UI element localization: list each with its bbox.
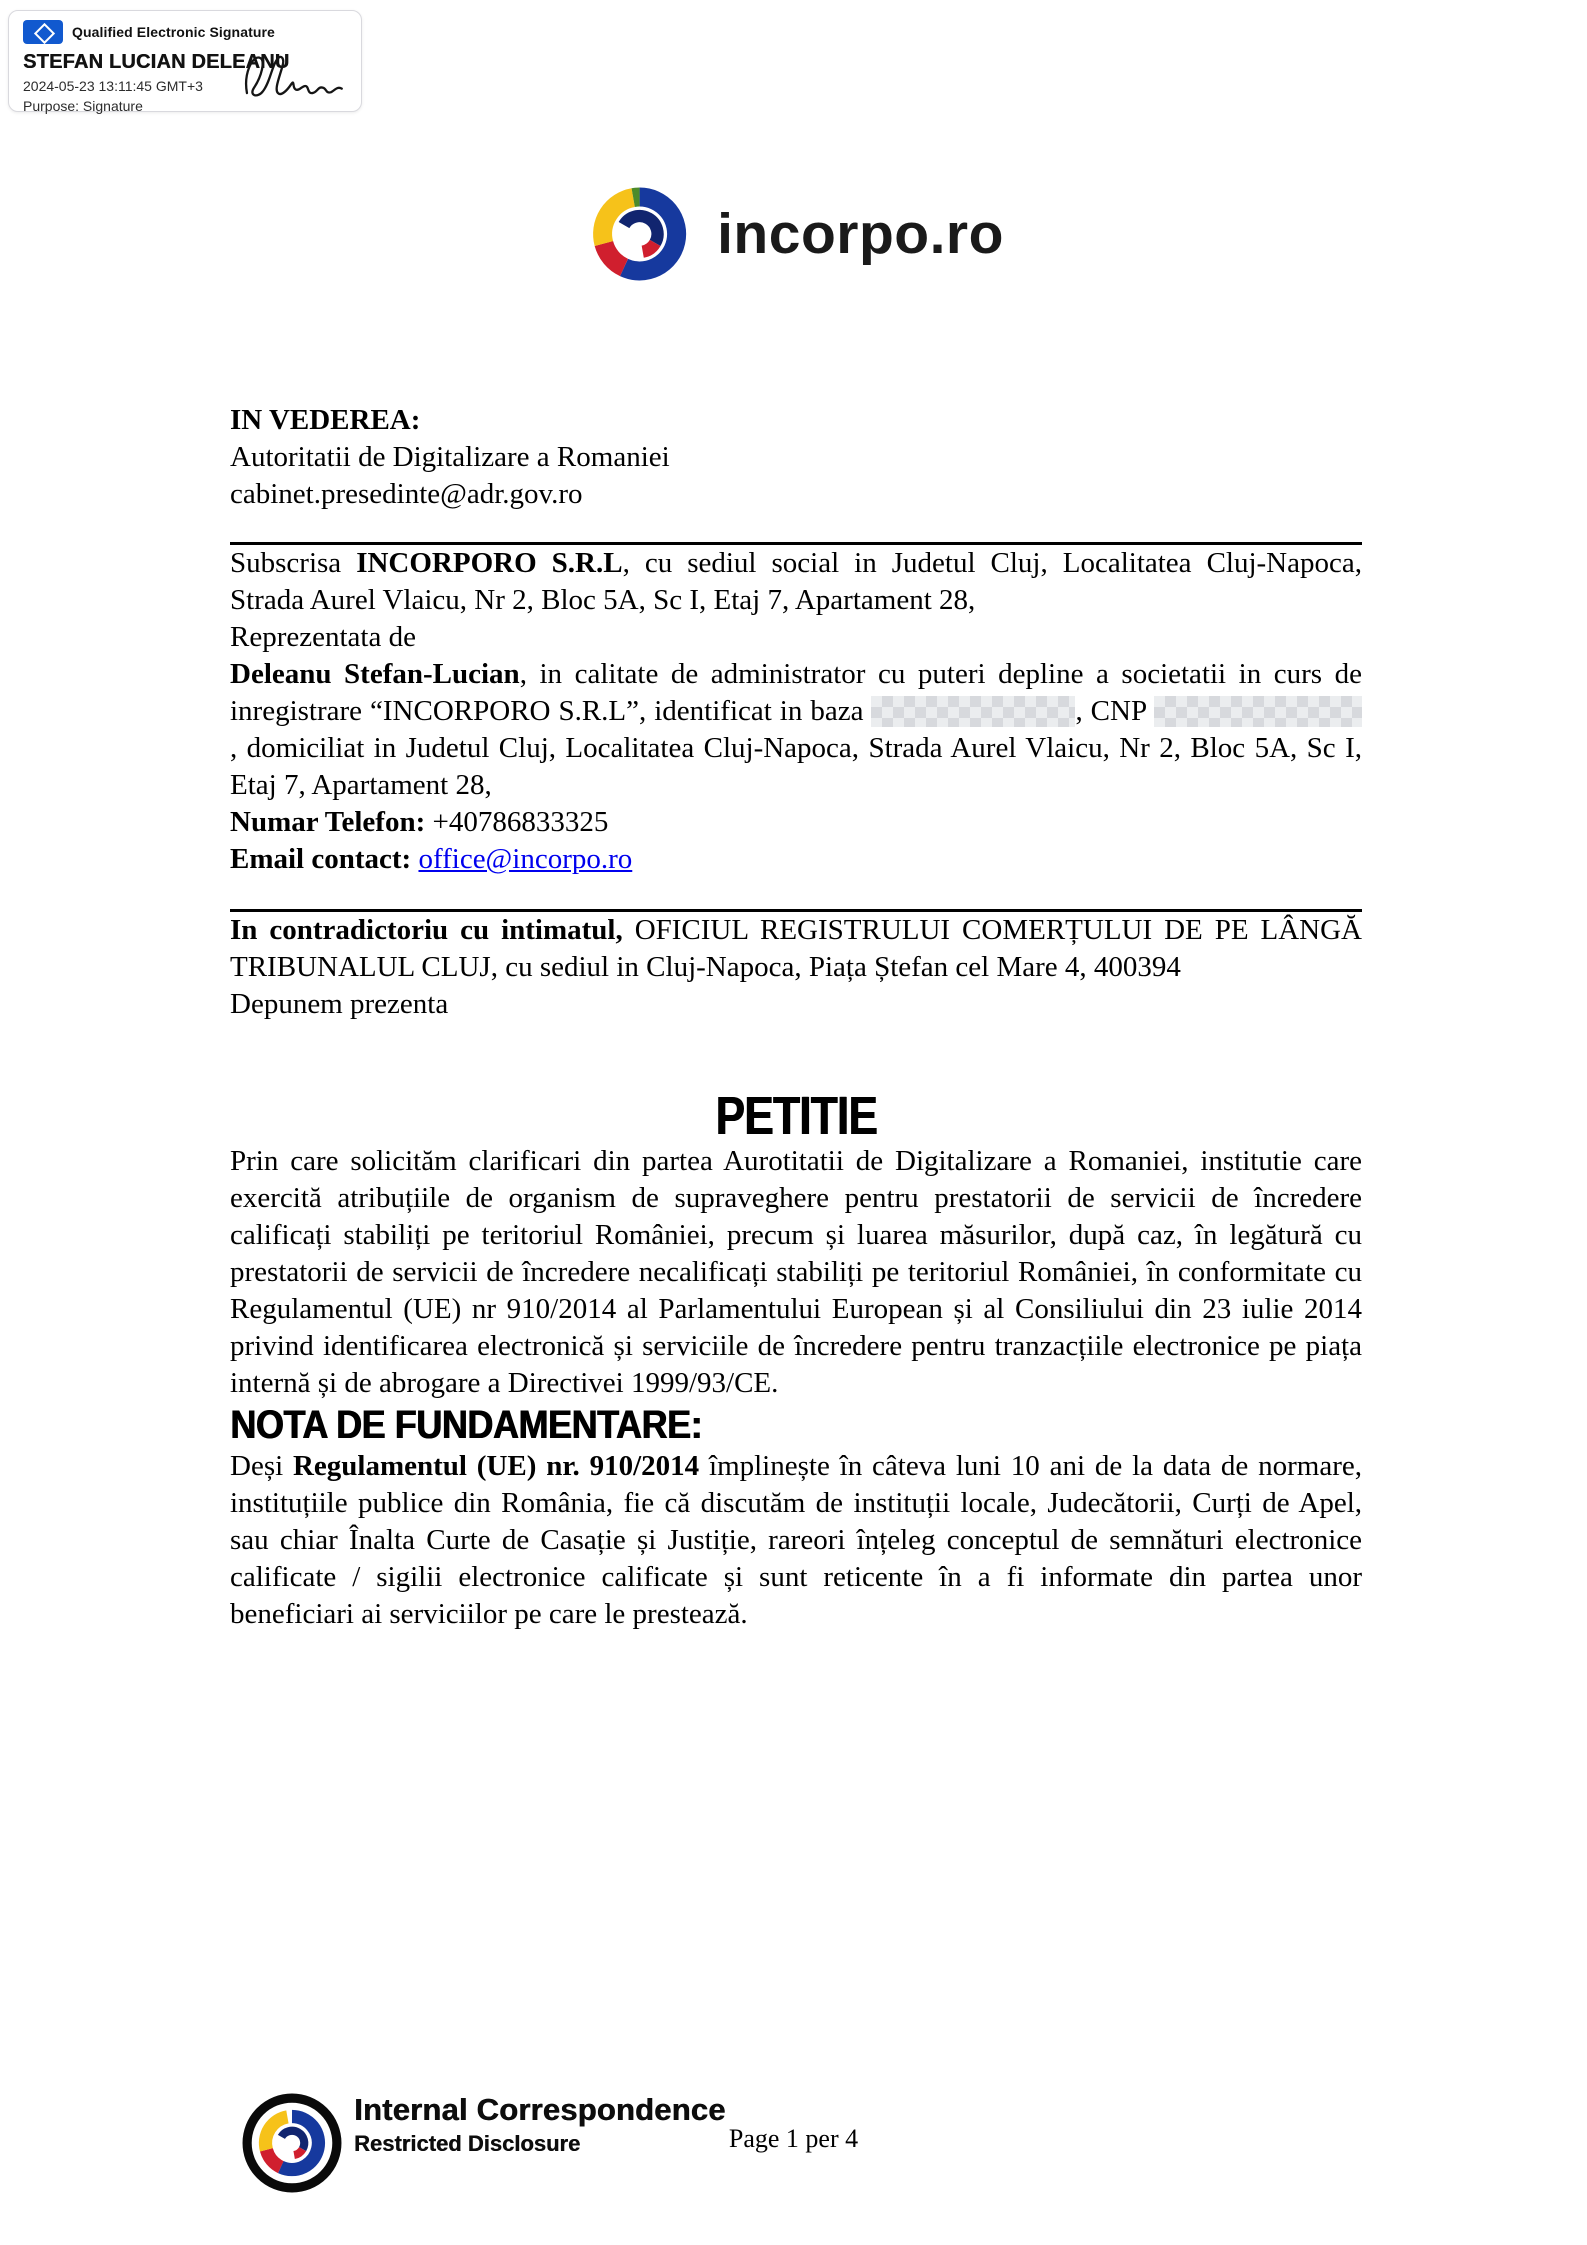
petition-body: Prin care solicităm clarificari din partea Aurotitatii de Digitalizare a Romaniei, institutie care exercită atribuțiile de organism de supraveghere pentru prestatorii de servicii de încredere calificați stabiliți pe teritoriul României, precum și luarea măsurilor, după caz, în legătură cu prestatorii de servicii de încredere necalificați stabiliți pe teritoriul României, în conformitate cu Regulamentul (UE) nr 910/2014 al Parlamentului European și al Consiliului din 23 iulie 2014 privind identificarea electronică și serviciile de încredere pentru tranzacțiile electronice pe piața internă și de abrogare a Directivei 1999/93/CE. xyxy=(230,1145,1362,1399)
email-label: Email contact: xyxy=(230,843,412,875)
stamp-header xyxy=(9,11,361,44)
email-link[interactable]: office@incorpo.ro xyxy=(418,843,633,875)
incorpo-logo-text: incorpo.ro xyxy=(717,202,1004,266)
company-name: INCORPORO S.R.L xyxy=(356,547,623,579)
document-body xyxy=(230,402,1362,1633)
subscriber-paragraph xyxy=(230,545,1362,619)
petition-title: PETITIE xyxy=(715,1086,877,1146)
representative-part2: , domiciliat in Judetul Cluj, Localitatea Cluj-Napoca, Strada Aurel Vlaicu, Nr 2, Bloc 5A, Sc I, Etaj 7, Apartament 28, xyxy=(230,732,1362,801)
phone-row xyxy=(230,804,1362,841)
redacted-cnp-number xyxy=(1154,696,1362,727)
subscriber-lead: Subscrisa xyxy=(230,547,357,579)
nota-regulation: Regulamentul (UE) nr. 910/2014 xyxy=(292,1450,700,1482)
nota-paragraph xyxy=(230,1448,1362,1633)
incorpo-logo xyxy=(583,178,1004,290)
opponent-lead: In contradictoriu cu intimatul, xyxy=(230,914,623,946)
footer-label-primary: Internal Correspondence xyxy=(354,2092,726,2127)
subscriber-rest: , cu sediul social in Judetul Cluj, Localitatea Cluj-Napoca, Strada Aurel Vlaicu, Nr 2, Bloc 5A, Sc I, Etaj 7, Apartament 28, xyxy=(230,547,1362,616)
signature-purpose: Purpose: Signature xyxy=(23,98,143,114)
phone-value: +40786833325 xyxy=(425,806,609,838)
representative-part1: , in calitate de administrator cu puteri depline a societatii in curs de inregistrare “INCORPORO S.R.L”, identificat in baza xyxy=(230,658,1362,727)
opponent-rest: OFICIUL REGISTRULUI COMERȚULUI DE PE LÂNGĂ TRIBUNALUL CLUJ, cu sediul in Cluj-Napoca, Piața Ștefan cel Mare 4, 400394 xyxy=(230,914,1362,983)
cnp-label: , CNP xyxy=(1075,695,1147,727)
nota-lead: Deși xyxy=(230,1450,293,1482)
signer-name: STEFAN LUCIAN DELEANU xyxy=(23,51,290,73)
phone-label: Numar Telefon: xyxy=(230,806,426,838)
opponent-paragraph xyxy=(230,912,1362,986)
email-row xyxy=(230,841,1362,878)
recipient-line: Autoritatii de Digitalizare a Romaniei xyxy=(230,441,670,473)
submit-line: Depunem prezenta xyxy=(230,988,449,1020)
incorpo-logo-icon xyxy=(583,178,695,290)
represented-by-line: Reprezentata de xyxy=(230,621,416,653)
nota-rest: împlinеște în câteva luni 10 ani de la data de normare, instituțiile publice din România, fie că discutăm de instituții locale, Judecătorii, Curți de Apel, sau chiar Înalta Curte de Casație și Justiție, rareori înțeleg conceptul de semnături electronice calificate / sigilii electronice calificate și sunt reticente în a fi informate din partea unor beneficiari ai serviciilor pe care le prestează. xyxy=(230,1450,1362,1630)
recipient-heading: IN VEDEREA: xyxy=(230,404,421,436)
representative-paragraph xyxy=(230,656,1362,804)
qualified-signature-stamp xyxy=(8,10,362,112)
nota-heading: NOTA DE FUNDAMENTARE: xyxy=(230,1403,702,1447)
stamp-title: Qualified Electronic Signature xyxy=(72,24,275,40)
signature-timestamp: 2024-05-23 13:11:45 GMT+3 xyxy=(23,78,203,94)
handwritten-signature-icon xyxy=(233,47,353,109)
page-number: Page 1 per 4 xyxy=(728,2124,859,2153)
redacted-id-document xyxy=(871,696,1075,727)
certificate-badge-icon xyxy=(23,20,63,44)
recipient-email: cabinet.presedinte@adr.gov.ro xyxy=(230,478,583,510)
footer-label-secondary: Restricted Disclosure xyxy=(354,2131,581,2156)
representative-name: Deleanu Stefan-Lucian xyxy=(230,658,520,690)
